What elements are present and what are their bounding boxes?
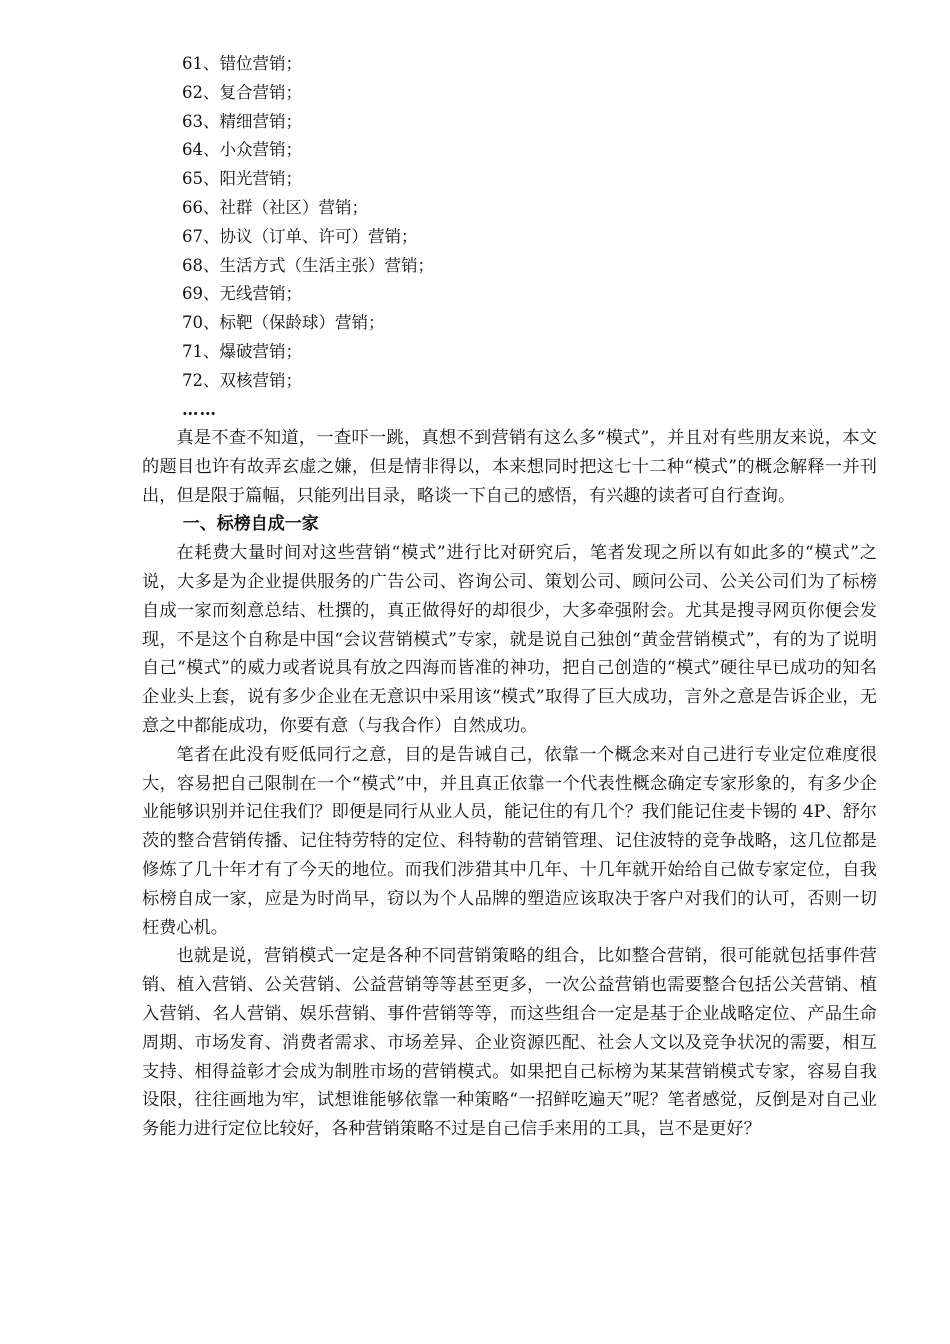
list-item: 64、小众营销； — [182, 140, 302, 160]
list-item: 66、社群（社区）营销； — [182, 197, 368, 217]
list-item: 71、爆破营销； — [182, 341, 302, 361]
list-item: 72、双核营销； — [182, 370, 302, 390]
list-item: 68、生活方式（生活主张）营销； — [182, 255, 434, 275]
list-item: 61、错位营销； — [182, 54, 302, 73]
list-item: 63、精细营销； — [182, 111, 302, 131]
body-paragraph-2: 笔者在此没有贬低同行之意，目的是告诫自己，依靠一个概念来对自己进行专业定位难度很大，容易把自己限制在一个“模式”中，并且真正依靠一个代表性概念确定专家形象的，有多少企业能够识别并记住我们？即便是同行从业人员，能记住的有几个？我们能记住麦卡锡的 4P、舒尔茨的整合营销传播、记住特劳特的定位、科特勒的营销管理、记住波特的竞争战略，这几位都是修炼了几十年才有了今天的地位。而我们涉猎其中几年、十几年就开始给自己做专家定位，自我标榜自成一家，应是为时尚早，窃以为个人品牌的塑造应该取决于客户对我们的认可，否则一切枉费心机。 — [142, 744, 877, 938]
marketing-mode-list — [182, 50, 882, 424]
list-item: 69、无线营销； — [182, 284, 302, 304]
body-paragraph-1: 在耗费大量时间对这些营销“模式”进行比对研究后，笔者发现之所以有如此多的“模式”之说，大多是为企业提供服务的广告公司、咨询公司、策划公司、顾问公司、公关公司们为了标榜自成一家而刻意总结、杜撰的，真正做得好的却很少，大多牵强附会。尤其是搜寻网页你便会发现，不是这个自称是中国“会议营销模式”专家，就是说自己独创“黄金营销模式”，有的为了说明自己“模式”的威力或者说具有放之四海而皆准的神功，把自己创造的“模式”硬往早已成功的知名企业头上套，说有多少企业在无意识中采用该“模式”取得了巨大成功，言外之意是告诉企业，无意之中都能成功，你要有意（与我合作）自然成功。 — [142, 543, 877, 736]
list-ellipsis: …… — [182, 399, 217, 419]
list-item: 67、协议（订单、许可）营销； — [182, 226, 418, 246]
list-item: 70、标靶（保龄球）营销； — [182, 313, 385, 333]
body-paragraph-3: 也就是说，营销模式一定是各种不同营销策略的组合，比如整合营销，很可能就包括事件营销、植入营销、公关营销、公益营销等等甚至更多，一次公益营销也需要整合包括公关营销、植入营销、名人营销、娱乐营销、事件营销等等，而这些组合一定是基于企业战略定位、产品生命周期、市场发育、消费者需求、市场差异、企业资源匹配、社会人文以及竞争状况的需要，相互支持、相得益彰才会成为制胜市场的营销模式。如果把自己标榜为某某营销模式专家，容易自我设限，往往画地为牢，试想谁能够依靠一种策略“一招鲜吃遍天”呢？笔者感觉，反倒是对自己业务能力进行定位比较好，各种营销策略不过是自己信手来用的工具，岂不是更好？ — [142, 946, 877, 1140]
intro-paragraph: 真是不查不知道，一查吓一跳，真想不到营销有这么多“模式”，并且对有些朋友来说，本文的题目也许有故弄玄虚之嫌，但是情非得以，本来想同时把这七十二种“模式”的概念解释一并刊出，但是限于篇幅，只能列出目录，略谈一下自己的感悟，有兴趣的读者可自行查询。 — [142, 428, 877, 506]
list-item: 62、复合营销； — [182, 82, 302, 102]
list-item: 65、阳光营销； — [182, 169, 302, 189]
section-heading: 一、标榜自成一家 — [182, 514, 319, 535]
article-body — [142, 424, 877, 1144]
